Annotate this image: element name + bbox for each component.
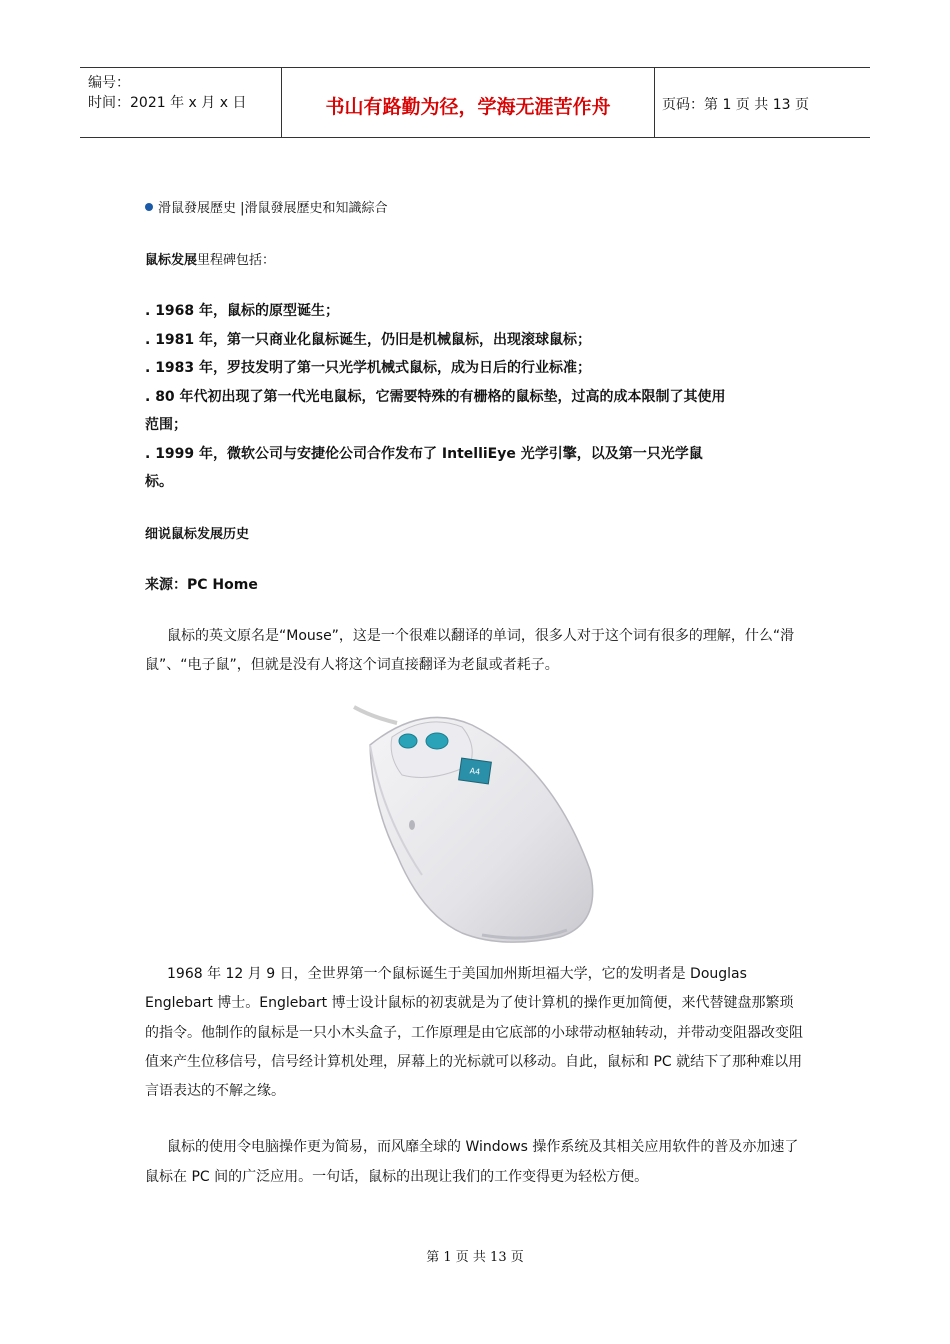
milestone-item: . 1968 年，鼠标的原型诞生；	[145, 303, 340, 319]
milestone-intro-rest: 里程碑包括：	[197, 253, 276, 268]
milestone-item: . 1981 年，第一只商业化鼠标诞生，仍旧是机械鼠标，出现滚球鼠标；	[145, 331, 592, 348]
milestone-item: 标。	[145, 474, 173, 490]
paragraph-intro: 鼠标的英文原名是“Mouse”，这是一个很难以翻译的单词，很多人对于这个词有很多的理解，什么“滑鼠”、“电子鼠”，但就是没有人将这个词直接翻译为老鼠或者耗子。	[145, 628, 795, 673]
svg-text:A4: A4	[469, 766, 481, 777]
motto: 书山有路勤为径，学海无涯苦作舟	[325, 96, 611, 118]
page-header	[80, 67, 870, 138]
milestone-item: . 80 年代初出现了第一代光电鼠标，它需要特殊的有栅格的鼠标垫，过高的成本限制了其使用	[145, 388, 726, 405]
milestone-item: . 1999 年，微软公司与安捷伦公司合作发布了 IntelliEye 光学引擎，以及第一只光学鼠	[145, 445, 703, 462]
paragraph-windows: 鼠标的使用令电脑操作更为简易，而风靡全球的 Windows 操作系统及其相关应用软件的普及亦加速了鼠标在 PC 间的广泛应用。一句话，鼠标的出现让我们的工作变得更为轻松方便。	[145, 1139, 799, 1185]
source-line: 来源：PC Home	[145, 577, 258, 593]
milestone-list	[145, 297, 807, 497]
header-info-cell	[80, 68, 280, 137]
milestone-item: 范围；	[145, 417, 187, 433]
paragraph-history: 1968 年 12 月 9 日，全世界第一个鼠标诞生于美国加州斯坦福大学，它的发明者是 Douglas Englebart 博士。Englebart 博士设计鼠标的初衷就是为了使计算机的操作更加简便，来代替键盘那繁琐的指令。他制作的鼠标是一只小木头盒子，工作原理是由它底部的小球带动枢轴转动，并带动变阻器改变阻值来产生位移信号，信号经计算机处理，屏幕上的光标就可以移动。自此，鼠标和 PC 就结下了那种难以用言语表达的不解之缘。	[145, 966, 803, 1100]
bullet-icon	[145, 203, 153, 211]
heading-text: 滑鼠發展歷史 |滑鼠發展歷史和知識綜合	[158, 201, 388, 216]
page-footer: 第 1 页 共 13 页	[426, 1250, 524, 1265]
code-label: 编号：	[88, 75, 130, 91]
milestone-intro-bold: 鼠标发展	[145, 253, 198, 268]
header-page-cell	[654, 68, 870, 137]
time-label: 时间：2021 年 x 月 x 日	[88, 95, 247, 111]
mouse-image	[352, 705, 600, 943]
document-heading	[145, 195, 807, 223]
subheading: 细说鼠标发展历史	[145, 527, 250, 542]
header-motto-cell	[281, 68, 655, 137]
milestone-item: . 1983 年，罗技发明了第一只光学机械式鼠标，成为日后的行业标准；	[145, 360, 592, 376]
page-label: 页码：第 1 页 共 13 页	[662, 97, 809, 113]
milestone-intro	[145, 247, 807, 275]
